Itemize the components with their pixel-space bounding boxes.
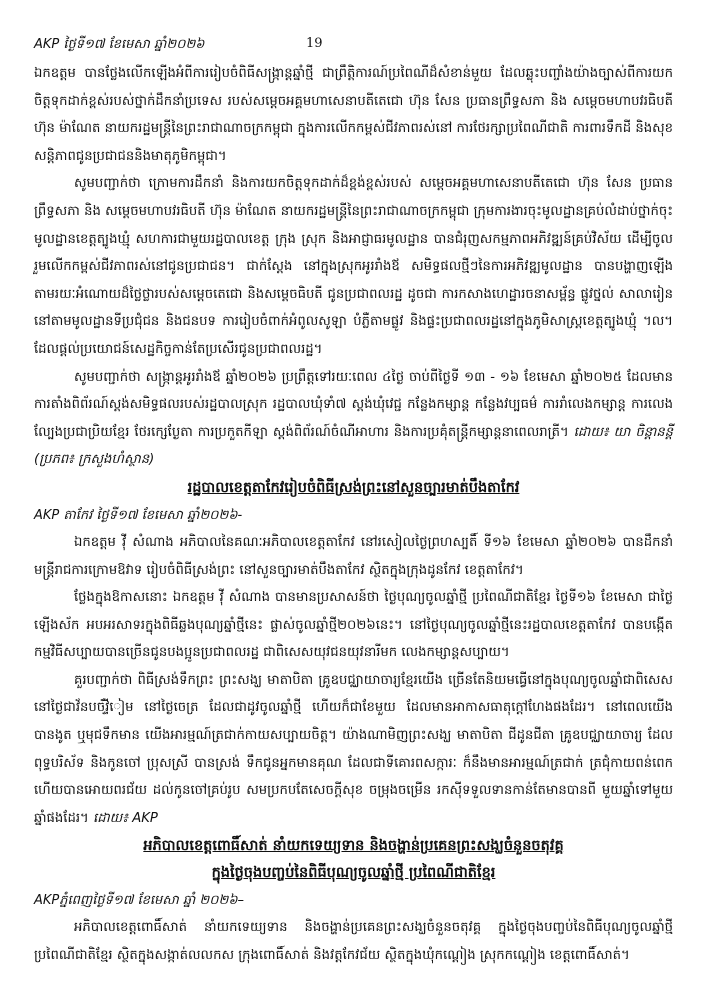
page-header (34, 36, 673, 60)
article3-heading-line-2 (34, 860, 673, 886)
article2-dateline: AKP តាកែវ ថ្ងៃទី១៧ ខែមេសា ឆ្នាំ២០២៦- (34, 507, 243, 523)
article2-paragraph-1: ឯកឧត្តម វ៉ី សំណាង អភិបាលនៃគណៈអភិបាលខេត្តតាកែវ នៅរសៀលថ្ងៃព្រហស្បតិ៍ ទី១៦ ខែមេសា ឆ្នាំ២០២៦ បានដឹកនាំមន្ត្រីរាជការក្រោមឱវាទ រៀបចំពិធីស្រង់ព្រះ នៅសួនច្បារមាត់បឹងតាកែវ ស្ថិតក្នុងក្រុងដូនកែវ ខេត្តតាកែវ។ (34, 534, 673, 578)
article3-heading-line-2-text: ក្នុងថ្ងៃចុងបញ្ចប់នៃពិធីបុណ្យចូលឆ្នាំថ្មី ប្រពៃណីជាតិខ្មែរ (211, 865, 496, 882)
header-date: AKP ថ្ងៃទី១៧ ខែមេសា ឆ្នាំ២០២៦ (34, 37, 205, 52)
article1-paragraph-2: សូមបញ្ជាក់ថា ក្រោមការដឹកនាំ និងការយកចិត្តទុកដាក់ដ៏ខ្ពង់ខ្ពស់របស់ សម្តេចអគ្គមហាសេនាបតីតេជោ ហ៊ុន សែន ប្រធានព្រឹទ្ធសភា និង សម្តេចមហាបវរធិបតី ហ៊ុន ម៉ាណែត នាយករដ្ឋមន្ត្រីនៃព្រះរាជាណាចក្រកម្ពុជា ក្រុមការងារចុះមូលដ្ឋានគ្រប់លំដាប់ថ្នាក់ចុះមូលដ្ឋានខេត្តត្បូងឃ្មុំ សហការជាមួយរដ្ឋបាលខេត្ត ក្រុង ស្រុក និងអាជ្ញាធរមូលដ្ឋាន បានជំរុញសកម្មភាពអភិវឌ្ឍន៍គ្រប់វិស័យ ដើម្បីចូលរួមលើកកម្ពស់ជីវភាពរស់នៅជូនប្រជាជន។ ជាក់ស្តែង នៅក្នុងស្រុកអូររាំងឪ សមិទ្ធផលថ្មីៗនៃការអភិវឌ្ឍមូលដ្ឋាន បានបង្ហាញឡើងតាមរយៈអំណោយដ៏ថ្លៃថ្លារបស់សម្តេចតេជោ និងសម្តេចធិបតី ជូនប្រជាពលរដ្ឋ ដូចជា ការកសាងហេដ្ឋារចនាសម្ព័ន្ធ ផ្លូវថ្នល់ សាលារៀន នៅតាមមូលដ្ឋានទីប្រជុំជន និងជនបទ ការរៀបចំពាក់អំពូលសូឡា បំភ្លឺតាមផ្លូវ និងផ្ទះប្រជាពលរដ្ឋនៅក្នុងភូមិសាស្ត្រខេត្តត្បូងឃ្មុំ ។ល។ ដែលផ្តល់ប្រយោជន៍សេដ្ឋកិច្ចកាន់តែប្រសើរជូនប្រជាពលរដ្ឋ។ (34, 176, 673, 357)
article3-heading-line-1 (34, 833, 673, 859)
article1-paragraph-3-text: សូមបញ្ជាក់ថា សង្ក្រាន្តអូររាំងឪ ឆ្នាំ២០២៦ ប្រព្រឹត្តទៅរយៈពេល ៤ថ្ងៃ ចាប់ពីថ្ងៃទី ១៣ - ១៦ ខែមេសា ឆ្នាំ២០២៥ ដែលមានការតាំងពិព័រណ៍ស្តង់សមិទ្ធផលរបស់រដ្ឋបាលស្រុក រដ្ឋបាលឃុំទាំ៧ ស្តង់ឃុំវេជ្ជ កន្លែងកម្សាន្ត កន្លែងវប្បធម៌ ការរាំលេងកម្សាន្ត ការលេងល្បែងប្រជាប្រិយខ្មែរ ថែរក្សេបែ្ងតា ការប្រកួតកីឡា ស្តង់ពិព័រណ៍ចំណីអាហារ និងការប្រគុំតន្ត្រីកម្សាន្តនាពេលរាត្រី។ (34, 369, 673, 440)
article-2 (34, 475, 673, 833)
article3-paragraph-1: អភិបាលខេត្តពោធិ៍សាត់ នាំយកទេយ្យទាន និងចង្ហាន់ប្រគេនព្រះសង្ឃចំនួនចតុវគ្គ ក្នុងថ្ងៃចុងបញ្ចប់នៃពិធីបុណ្យចូលឆ្នាំថ្មី ប្រពៃណីជាតិខ្មែរ ស្ថិតក្នុងសង្កាត់លលកស ក្រុងពោធិ៍សាត់ និងវត្តកែវជ័យ ស្ថិតក្នុងឃុំកណ្តៀង ស្រុកកណ្តៀង ខេត្តពោធិ៍សាត់។ (34, 920, 673, 964)
article2-paragraph-3-text: គួរបញ្ជាក់ថា ពិធីស្រង់ទឹកព្រះ ព្រះសង្ឃ មាតាបិតា គ្រូឧបជ្ឈាយាចារ្យខ្មែរយើង ច្រើនតែនិយមធ្វើនៅក្នុងបុណ្យចូលឆ្នាំជាពិសេសនៅថ្ងៃជាវ័នបច័វ្ទីៀម នៅថ្ងៃចេត្រ ដែលជាដូវចូលឆ្នាំថ្មី ហើយក៏ជាខែមួយ ដែលមានអាកាសធាតុក្តៅហែងផងដែរ។ នៅពេលយើងបានងូត ឬមុជទឹកមាន យើងអារម្មណ៍ត្រជាក់កាយសប្បាយចិត្ត។ យ៉ាងណាមិញព្រះសង្ឃ មាតាបិតា ជីដូនជីតា គ្រូឧបជ្ឈាយាចារ្យ ដែលពុទ្ធបរិស័ទ និងកូនចៅ ប្រុសស្រី បានស្រង់ ទឹកជូនអ្នកមានគុណ ដែលជាទីគោរពសក្ការៈ ក៏នឹងមានអារម្មណ៍ត្រជាក់ ត្រជុំកាយពន់ពេក ហើយបានអោយពរជ័យ ដល់កូនចៅគ្រប់រូប សមប្រកបតែសេចក្តីសុខ ចម្រុងចម្រើន រកស៊ីទទួលទានកាន់តែមានបានពី មួយឆ្នាំទៅមួយឆ្នាំផងដែរ។ (34, 672, 673, 826)
article2-heading (34, 475, 673, 501)
article1-paragraph-3 (34, 364, 673, 474)
article1-byline: ដោយ៖ យា ចិន្តានន្តី (ប្រភព៖ ក្រសួងហំស្ថាន) (34, 424, 673, 468)
page-number: 19 (306, 36, 323, 51)
article2-paragraph-2: ថ្លែងក្នុងឱកាសនោះ ឯកឧត្តម វ៉ី សំណាង បានមានប្រសាសន៍ថា ថ្ងៃបុណ្យចូលឆ្នាំថ្មី ប្រពៃណីជាតិខ្មែរ ថ្ងៃទី១៦ ខែមេសា ជាថ្ងៃឡើងស័ក អបអរសាទរក្នុងពិធីឆ្លងបុណ្យឆ្នាំថ្មីនេះ ផ្លាស់ចូលឆ្នាំថ្មី២០២៦នេះ។ នៅថ្ងៃបុណ្យចូលឆ្នាំថ្មីនេះរដ្ឋបាលខេត្តតាកែវ បានបង្កើតកម្មវិធីសប្បាយបានច្រើនជូនបងប្អូនប្រជាពលរដ្ឋ ជាពិសេសយុវជនយុវនារីមក លេងកម្សាន្តសប្បាយ។ (34, 590, 673, 661)
article-3 (34, 833, 673, 969)
article2-byline: ដោយ៖ AKP (92, 810, 158, 826)
article2-heading-text: រដ្ឋបាលខេត្តតាកែវរៀបចំពិធីស្រង់ព្រះនៅសួនច្បារមាត់បឹងតាកែវ (187, 479, 520, 496)
article1-paragraph-1: ឯកឧត្តម បានថ្លែងលើកឡើងអំពីការរៀបចំពិធីសង្ក្រាន្តឆ្នាំថ្មី ជាព្រឹត្តិការណ៍ប្រពៃណីដ៏សំខាន់មួយ ដែលឆ្លុះបញ្ចាំងយ៉ាងច្បាស់ពីការយកចិត្តទុកដាក់ខ្ពស់របស់ថ្នាក់ដឹកនាំប្រទេស របស់សម្តេចអគ្គមហាសេនាបតីតេជោ ហ៊ុន សែន ប្រធានព្រឹទ្ធសភា និង សម្តេចមហាបវរធិបតី ហ៊ុន ម៉ាណែត នាយករដ្ឋមន្ត្រីនៃព្រះរាជាណាចក្រកម្ពុជា ក្នុងការលើកកម្ពស់ជីវភាពរស់នៅ ការថែរក្សាប្រពៃណីជាតិ ការពារទឹកដី និងសុខសន្តិភាពជូនប្រជាជននិងមាតុភូមិកម្ពុជា។ (34, 66, 673, 164)
article3-dateline: AKPភ្នំពេញថ្ងៃទី១៧ ខែមេសា ឆ្នាំ ២០២៦– (34, 893, 245, 909)
article2-paragraph-3 (34, 667, 673, 833)
article3-heading-line-1-text: អភិបាលខេត្តពោធិ៍សាត់ នាំយកទេយ្យទាន និងចង្ហាន់ប្រគេនព្រះសង្ឃចំនួនចតុវគ្គ (143, 838, 564, 855)
article-1 (34, 60, 673, 474)
